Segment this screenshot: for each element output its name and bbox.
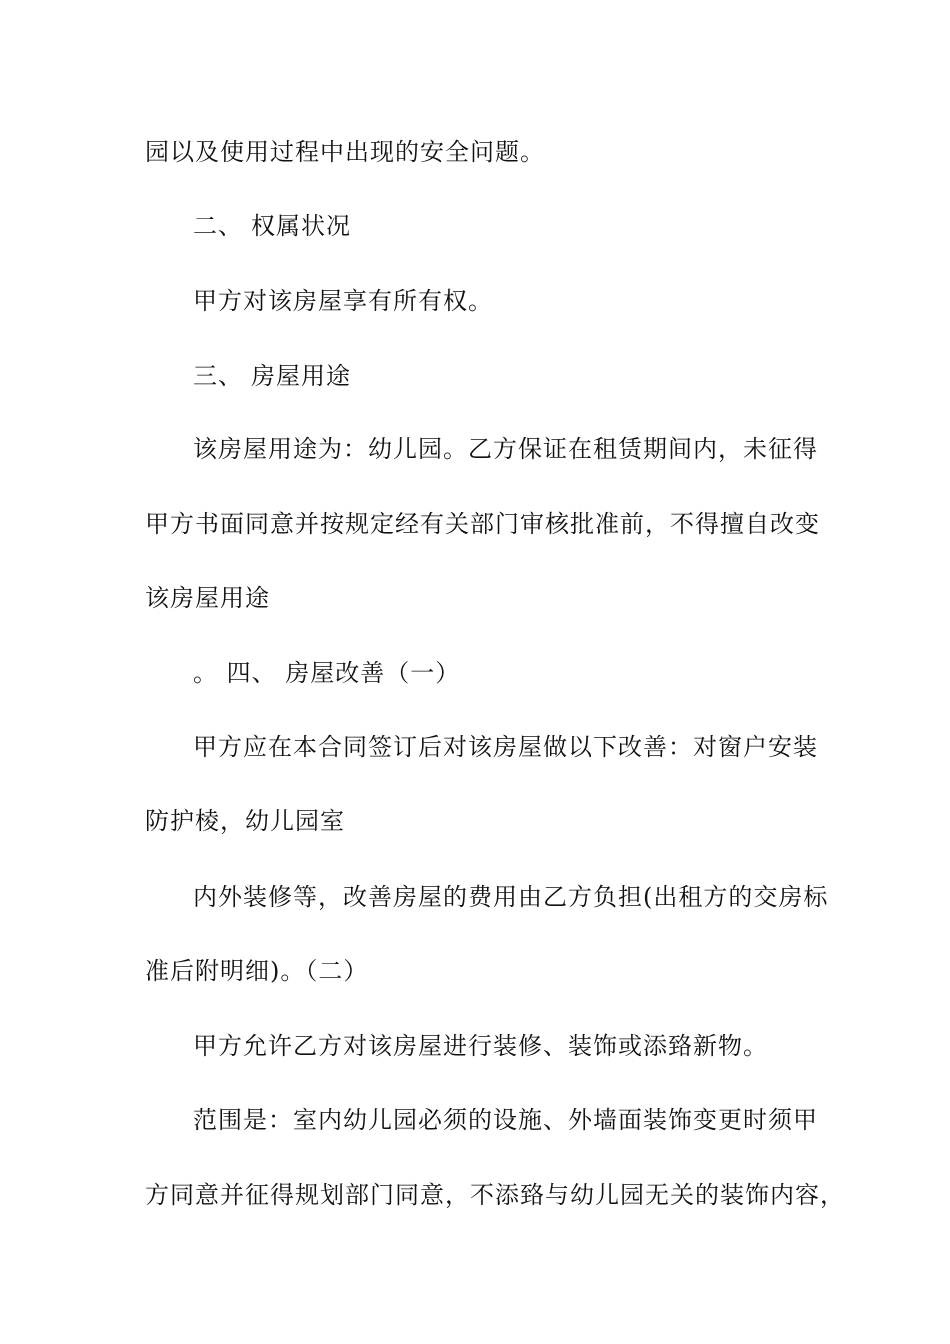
section-title: 权属状况: [251, 212, 351, 240]
section-title: 房屋用途: [251, 362, 351, 390]
paragraph-line: 准后附明细)。（二）: [145, 957, 369, 985]
section-heading-improvement: 。 四、 房屋改善（一）: [193, 659, 461, 687]
section-heading-usage: [193, 360, 863, 392]
paragraph-line: 甲方书面同意并按规定经有关部门审核批准前，不得擅自改变: [145, 510, 820, 538]
paragraph-line: 甲方允许乙方对该房屋进行装修、装饰或添臵新物。: [193, 1032, 768, 1060]
paragraph-line: 甲方对该房屋享有所有权。: [193, 287, 493, 315]
paragraph-line: 方同意并征得规划部门同意，不添臵与幼儿园无关的装饰内容，: [145, 1181, 845, 1209]
paragraph-line: 该房屋用途为：幼儿园。乙方保证在租赁期间内，未征得: [193, 435, 818, 463]
section-number: 三、: [193, 362, 243, 390]
section-number: 二、: [193, 212, 243, 240]
paragraph-line: 范围是：室内幼儿园必须的设施、外墙面装饰变更时须甲: [193, 1106, 818, 1134]
section-heading-ownership: [193, 210, 863, 242]
paragraph-line: 园以及使用过程中出现的安全问题。: [145, 138, 545, 166]
paragraph-line: 防护棱，幼儿园室: [145, 807, 345, 835]
paragraph-line: 该房屋用途: [145, 584, 270, 612]
paragraph-line: 内外装修等，改善房屋的费用由乙方负担(出租方的交房标: [193, 883, 829, 911]
paragraph-line: 甲方应在本合同签订后对该房屋做以下改善：对窗户安装: [193, 733, 818, 761]
